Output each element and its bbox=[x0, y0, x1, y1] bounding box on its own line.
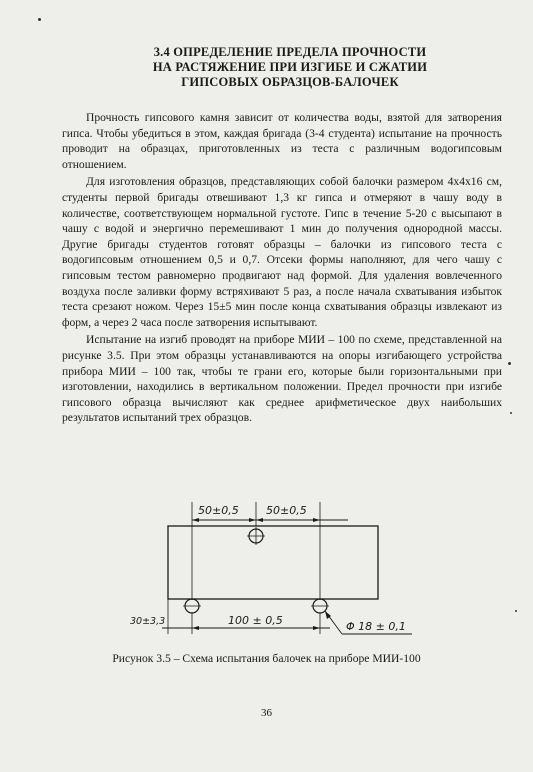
scan-speck bbox=[515, 610, 517, 612]
dim-diameter: Φ 18 ± 0,1 bbox=[346, 620, 406, 633]
dim-bottom-center: 100 ± 0,5 bbox=[228, 614, 283, 627]
beam-outline bbox=[168, 526, 378, 599]
section-title-line-2: НА РАСТЯЖЕНИЕ ПРИ ИЗГИБЕ И СЖАТИИ bbox=[152, 60, 428, 74]
figure-test-scheme bbox=[120, 488, 440, 648]
scan-speck bbox=[38, 18, 41, 21]
section-title-line-1: 3.4 ОПРЕДЕЛЕНИЕ ПРЕДЕЛА ПРОЧНОСТИ bbox=[153, 45, 427, 59]
dim-top-left: 50±0,5 bbox=[198, 504, 239, 517]
section-title-line-3: ГИПСОВЫХ ОБРАЗЦОВ-БАЛОЧЕК bbox=[181, 75, 399, 89]
dim-bottom-left: 30±3,3 bbox=[130, 616, 166, 627]
paragraph-2: Для изготовления образцов, представляющих собой балочки размером 4х4х16 см, студенты первой бригады отвешивают 1,3 кг гипса и отмеряют в чашу воду в количестве, соответствующем нормальной густоте. Гипс в течение 5-20 с высыпают в чашу с водой и энергично перемешивают 1 мин до получения однородной массы. Другие бригады студентов готовят образцы – балочки из гипсового теста с водогипсовым отношением 0,5 и 0,7. Отсеки формы наполняют, для чего чашу с гипсовым тестом равномерно продвигают над формой. Для удаления вовлеченного воздуха после заливки форму встряхивают 5 раз, а после начала схватывания избыток теста срезают ножом. Через 15±5 мин после конца схватывания образцы извлекают из форм, а через 2 часа после затворения испытывают. bbox=[62, 175, 502, 329]
figure-caption: Рисунок 3.5 – Схема испытания балочек на приборе МИИ-100 bbox=[112, 652, 421, 665]
paragraph-3: Испытание на изгиб проводят на приборе МИИ – 100 по схеме, представленной на рисунке 3.5. При этом образцы устанавливаются на опоры изгибающего устройства прибора МИИ – 100 так, чтобы те грани его, которые были горизонтальными при изготовлении, находились в вертикальном положении. Предел прочности при изгибе гипсового образца вычисляют как среднее арифметическое двух наибольших результатов испытаний трех образцов. bbox=[62, 333, 502, 425]
body-text bbox=[62, 110, 502, 428]
scan-speck bbox=[508, 362, 511, 365]
paragraph-1: Прочность гипсового камня зависит от количества воды, взятой для затворения гипса. Чтобы убедиться в этом, каждая бригада (3-4 студента) испытание на прочность проводит на образцах, приготовленных из теста с различным водогипсовым отношением. bbox=[62, 111, 502, 171]
section-title bbox=[60, 45, 520, 90]
page-number: 36 bbox=[261, 707, 272, 719]
scan-speck bbox=[510, 412, 512, 414]
dim-top-right: 50±0,5 bbox=[266, 504, 307, 517]
